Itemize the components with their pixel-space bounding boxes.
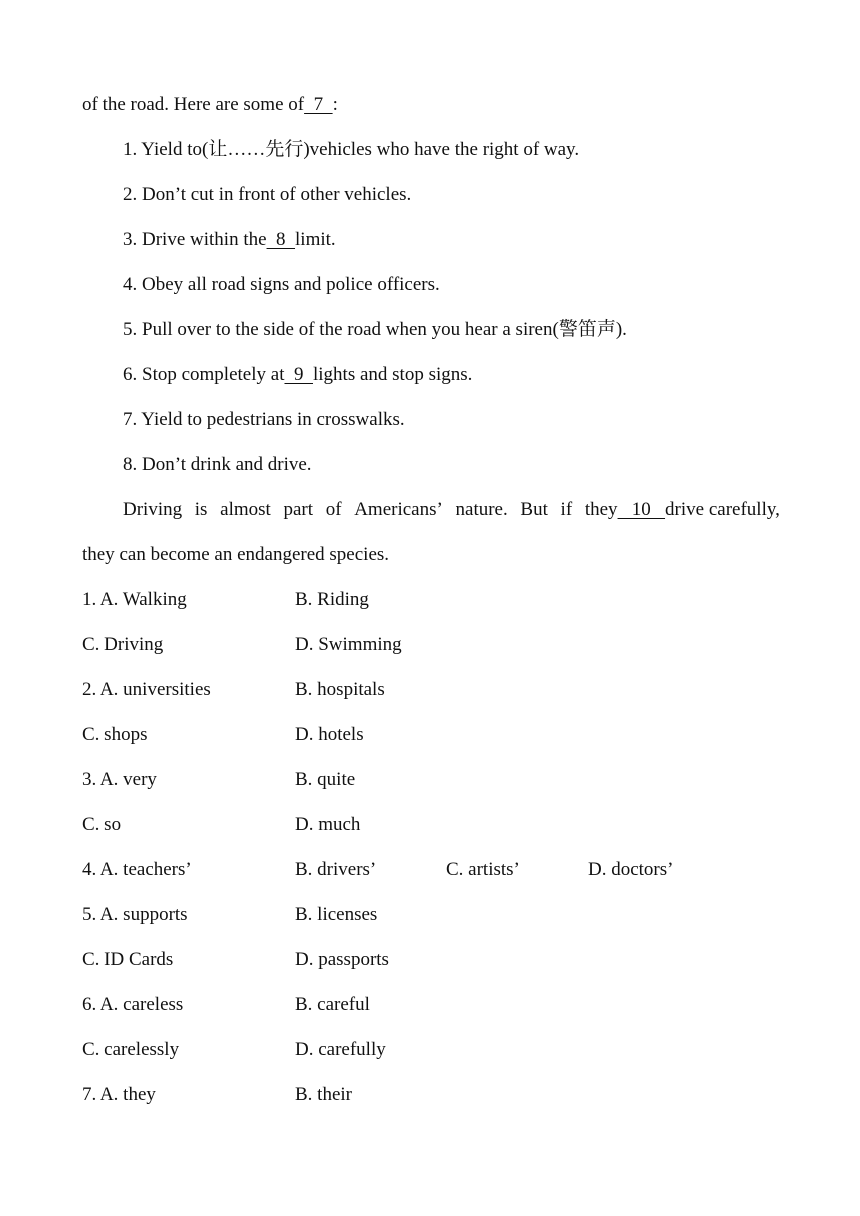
rule-8	[123, 452, 780, 478]
rule-5	[123, 317, 780, 343]
q1-option-a: 1. A. Walking	[82, 589, 187, 610]
closing-paragraph-line-1	[123, 497, 780, 523]
rule-text: 4. Obey all road signs and police officers.	[123, 274, 440, 295]
rule-3	[123, 227, 780, 253]
blank-10: 10	[617, 499, 666, 520]
rule-text: lights and stop signs.	[312, 364, 473, 385]
q2-option-b: B. hospitals	[295, 679, 385, 700]
q2-option-d: D. hotels	[295, 724, 364, 745]
word: is	[194, 499, 208, 520]
rule-text: 5. Pull over to the side of the road when you hear a siren(警笛声).	[123, 319, 627, 340]
rule-7	[123, 407, 780, 433]
passage-text: :	[332, 94, 338, 115]
closing-paragraph-line-2	[82, 542, 780, 568]
word: of	[325, 499, 342, 520]
q6-option-c: C. carelessly	[82, 1039, 180, 1060]
blank-9: 9	[284, 364, 313, 385]
q4-option-a: 4. A. teachers’	[82, 859, 192, 880]
q2-option-c: C. shops	[82, 724, 148, 745]
rule-text: 7. Yield to pedestrians in crosswalks.	[123, 409, 405, 430]
rule-1	[123, 137, 780, 163]
rule-4	[123, 272, 780, 298]
word: drive carefully,	[665, 499, 780, 520]
word: they	[584, 499, 618, 520]
q1-option-d: D. Swimming	[295, 634, 402, 655]
q3-option-b: B. quite	[295, 769, 356, 790]
word: Driving	[123, 499, 183, 520]
blank-7: 7	[304, 94, 333, 115]
rule-text: 3. Drive within the	[123, 229, 267, 250]
rule-text: limit.	[295, 229, 336, 250]
word: nature.	[455, 499, 508, 520]
q3-option-c: C. so	[82, 814, 122, 835]
rule-text: 6. Stop completely at	[123, 364, 285, 385]
word: almost	[220, 499, 271, 520]
rule-6	[123, 362, 780, 388]
q6-option-d: D. carefully	[295, 1039, 386, 1060]
word: if	[560, 499, 573, 520]
q4-option-d: D. doctors’	[588, 859, 674, 880]
q7-option-b: B. their	[295, 1084, 352, 1105]
q7-option-a: 7. A. they	[82, 1084, 156, 1105]
passage-text: of the road. Here are some of	[82, 94, 305, 115]
rule-text: 8. Don’t drink and drive.	[123, 454, 312, 475]
q4-option-b: B. drivers’	[295, 859, 377, 880]
blank-8: 8	[266, 229, 296, 250]
q4-option-c: C. artists’	[446, 859, 520, 880]
q5-option-b: B. licenses	[295, 904, 378, 925]
passage-text: they can become an endangered species.	[82, 544, 390, 565]
word: part	[283, 499, 314, 520]
word-with-blank	[585, 497, 780, 523]
q6-option-a: 6. A. careless	[82, 994, 184, 1015]
q5-option-a: 5. A. supports	[82, 904, 188, 925]
q1-option-c: C. Driving	[82, 634, 164, 655]
q1-option-b: B. Riding	[295, 589, 369, 610]
rule-text: 1. Yield to(让……先行)vehicles who have the right of way.	[123, 139, 580, 160]
q5-option-d: D. passports	[295, 949, 389, 970]
rule-text: 2. Don’t cut in front of other vehicles.	[123, 184, 412, 205]
q3-option-a: 3. A. very	[82, 769, 157, 790]
q5-option-c: C. ID Cards	[82, 949, 174, 970]
rule-2	[123, 182, 780, 208]
q2-option-a: 2. A. universities	[82, 679, 211, 700]
q6-option-b: B. careful	[295, 994, 370, 1015]
word: But	[520, 499, 548, 520]
q3-option-d: D. much	[295, 814, 361, 835]
passage-line-1	[82, 92, 780, 118]
word: Americans’	[354, 499, 443, 520]
